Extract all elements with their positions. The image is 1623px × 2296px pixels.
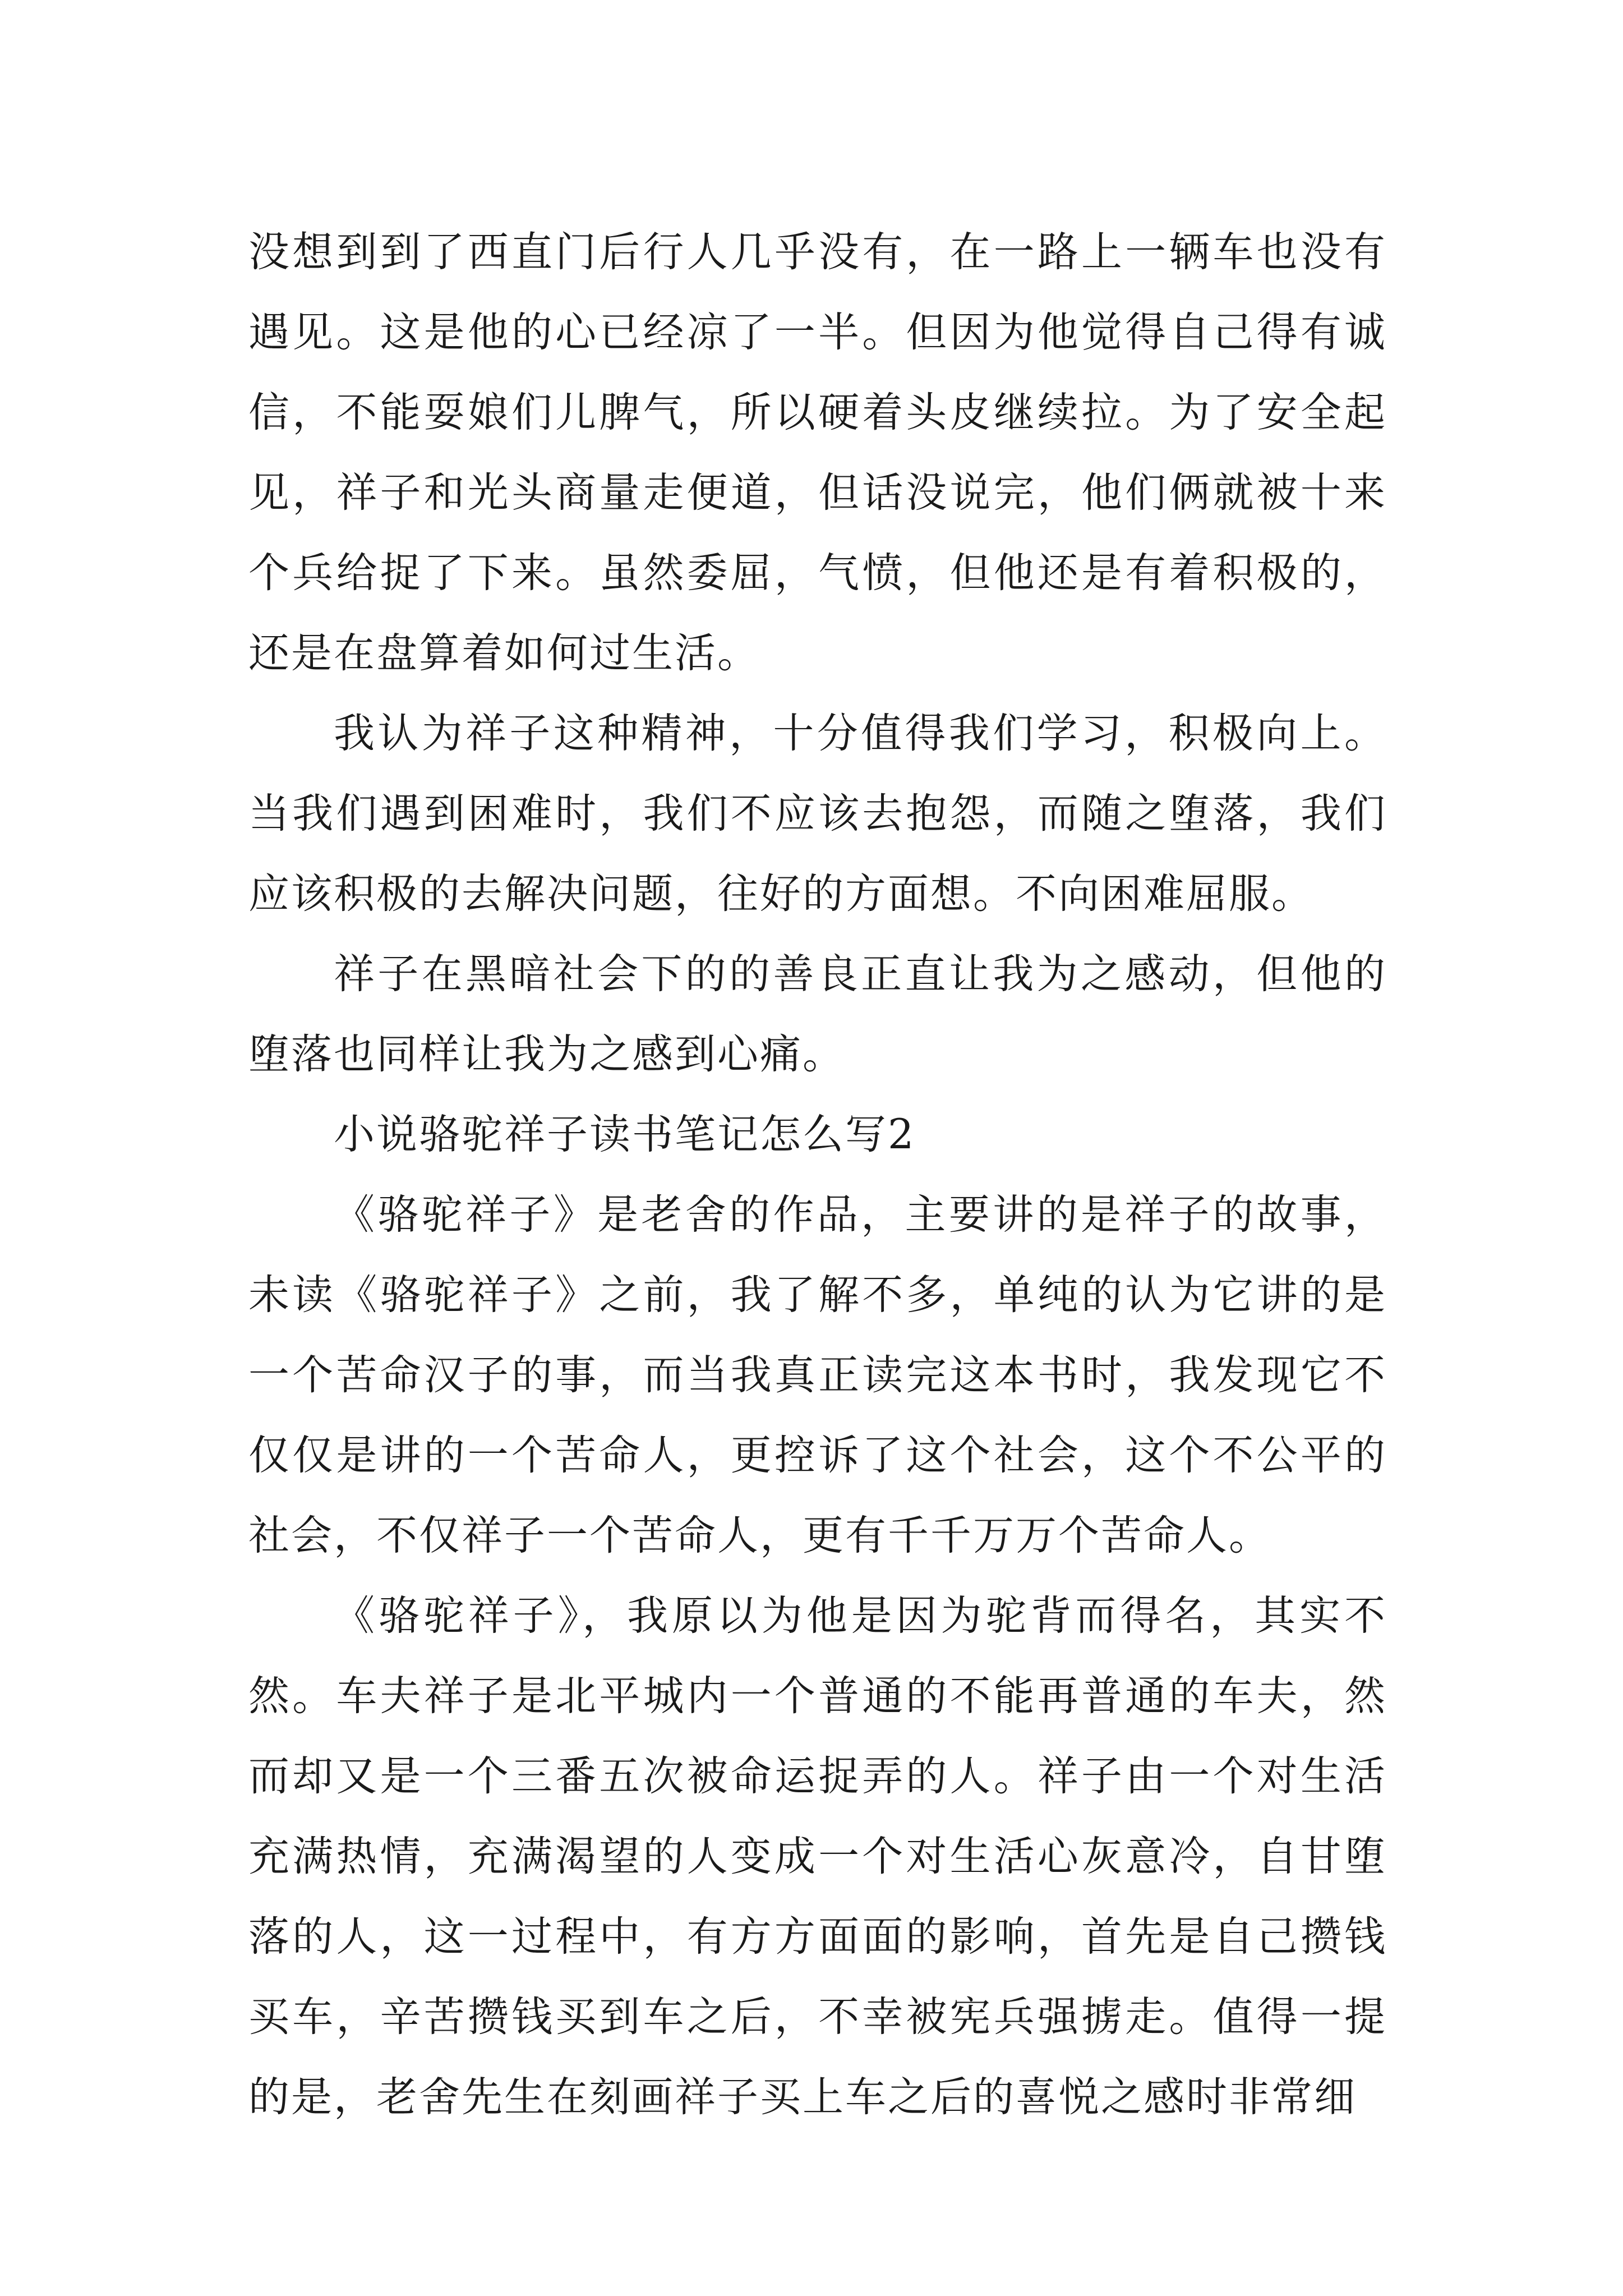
paragraph-5: 《骆驼祥子》，我原以为他是因为驼背而得名，其实不然。车夫祥子是北平城内一个普通的不能再普通的车夫，然而却又是一个三番五次被命运捉弄的人。祥子由一个对生活充满热情，充满渴望的人变成一个对生活心灰意冷，自甘堕落的人，这一过程中，有方方面面的影响，首先是自己攒钱买车，辛苦攒钱买到车之后，不幸被宪兵强掳走。值得一提的是，老舍先生在刻画祥子买上车之后的喜悦之感时非常细 [248, 1592, 1387, 2121]
paragraph-4: 《骆驼祥子》是老舍的作品，主要讲的是祥子的故事，未读《骆驼祥子》之前，我了解不多，单纯的认为它讲的是一个苦命汉子的事，而当我真正读完这本书时，我发现它不仅仅是讲的一个苦命人，更控诉了这个社会，这个不公平的社会，不仅祥子一个苦命人，更有千千万万个苦命人。 [248, 1191, 1387, 1559]
paragraph-1: 没想到到了西直门后行人几乎没有，在一路上一辆车也没有遇见。这是他的心已经凉了一半。但因为他觉得自己得有诚信，不能耍娘们儿脾气，所以硬着头皮继续拉。为了安全起见，祥子和光头商量走便道，但话没说完，他们俩就被十来个兵给捉了下来。虽然委屈，气愤，但他还是有着积极的，还是在盘算着如何过生活。 [248, 228, 1387, 677]
document-body [248, 212, 1387, 2137]
section-title: 小说骆驼祥子读书笔记怎么写2 [334, 1111, 916, 1158]
paragraph-3: 祥子在黑暗社会下的的善良正直让我为之感动，但他的堕落也同样让我为之感到心痛。 [248, 950, 1387, 1078]
paragraph-2: 我认为祥子这种精神，十分值得我们学习，积极向上。当我们遇到困难时，我们不应该去抱怨，而随之堕落，我们应该积极的去解决问题，往好的方面想。不向困难屈服。 [248, 710, 1387, 918]
